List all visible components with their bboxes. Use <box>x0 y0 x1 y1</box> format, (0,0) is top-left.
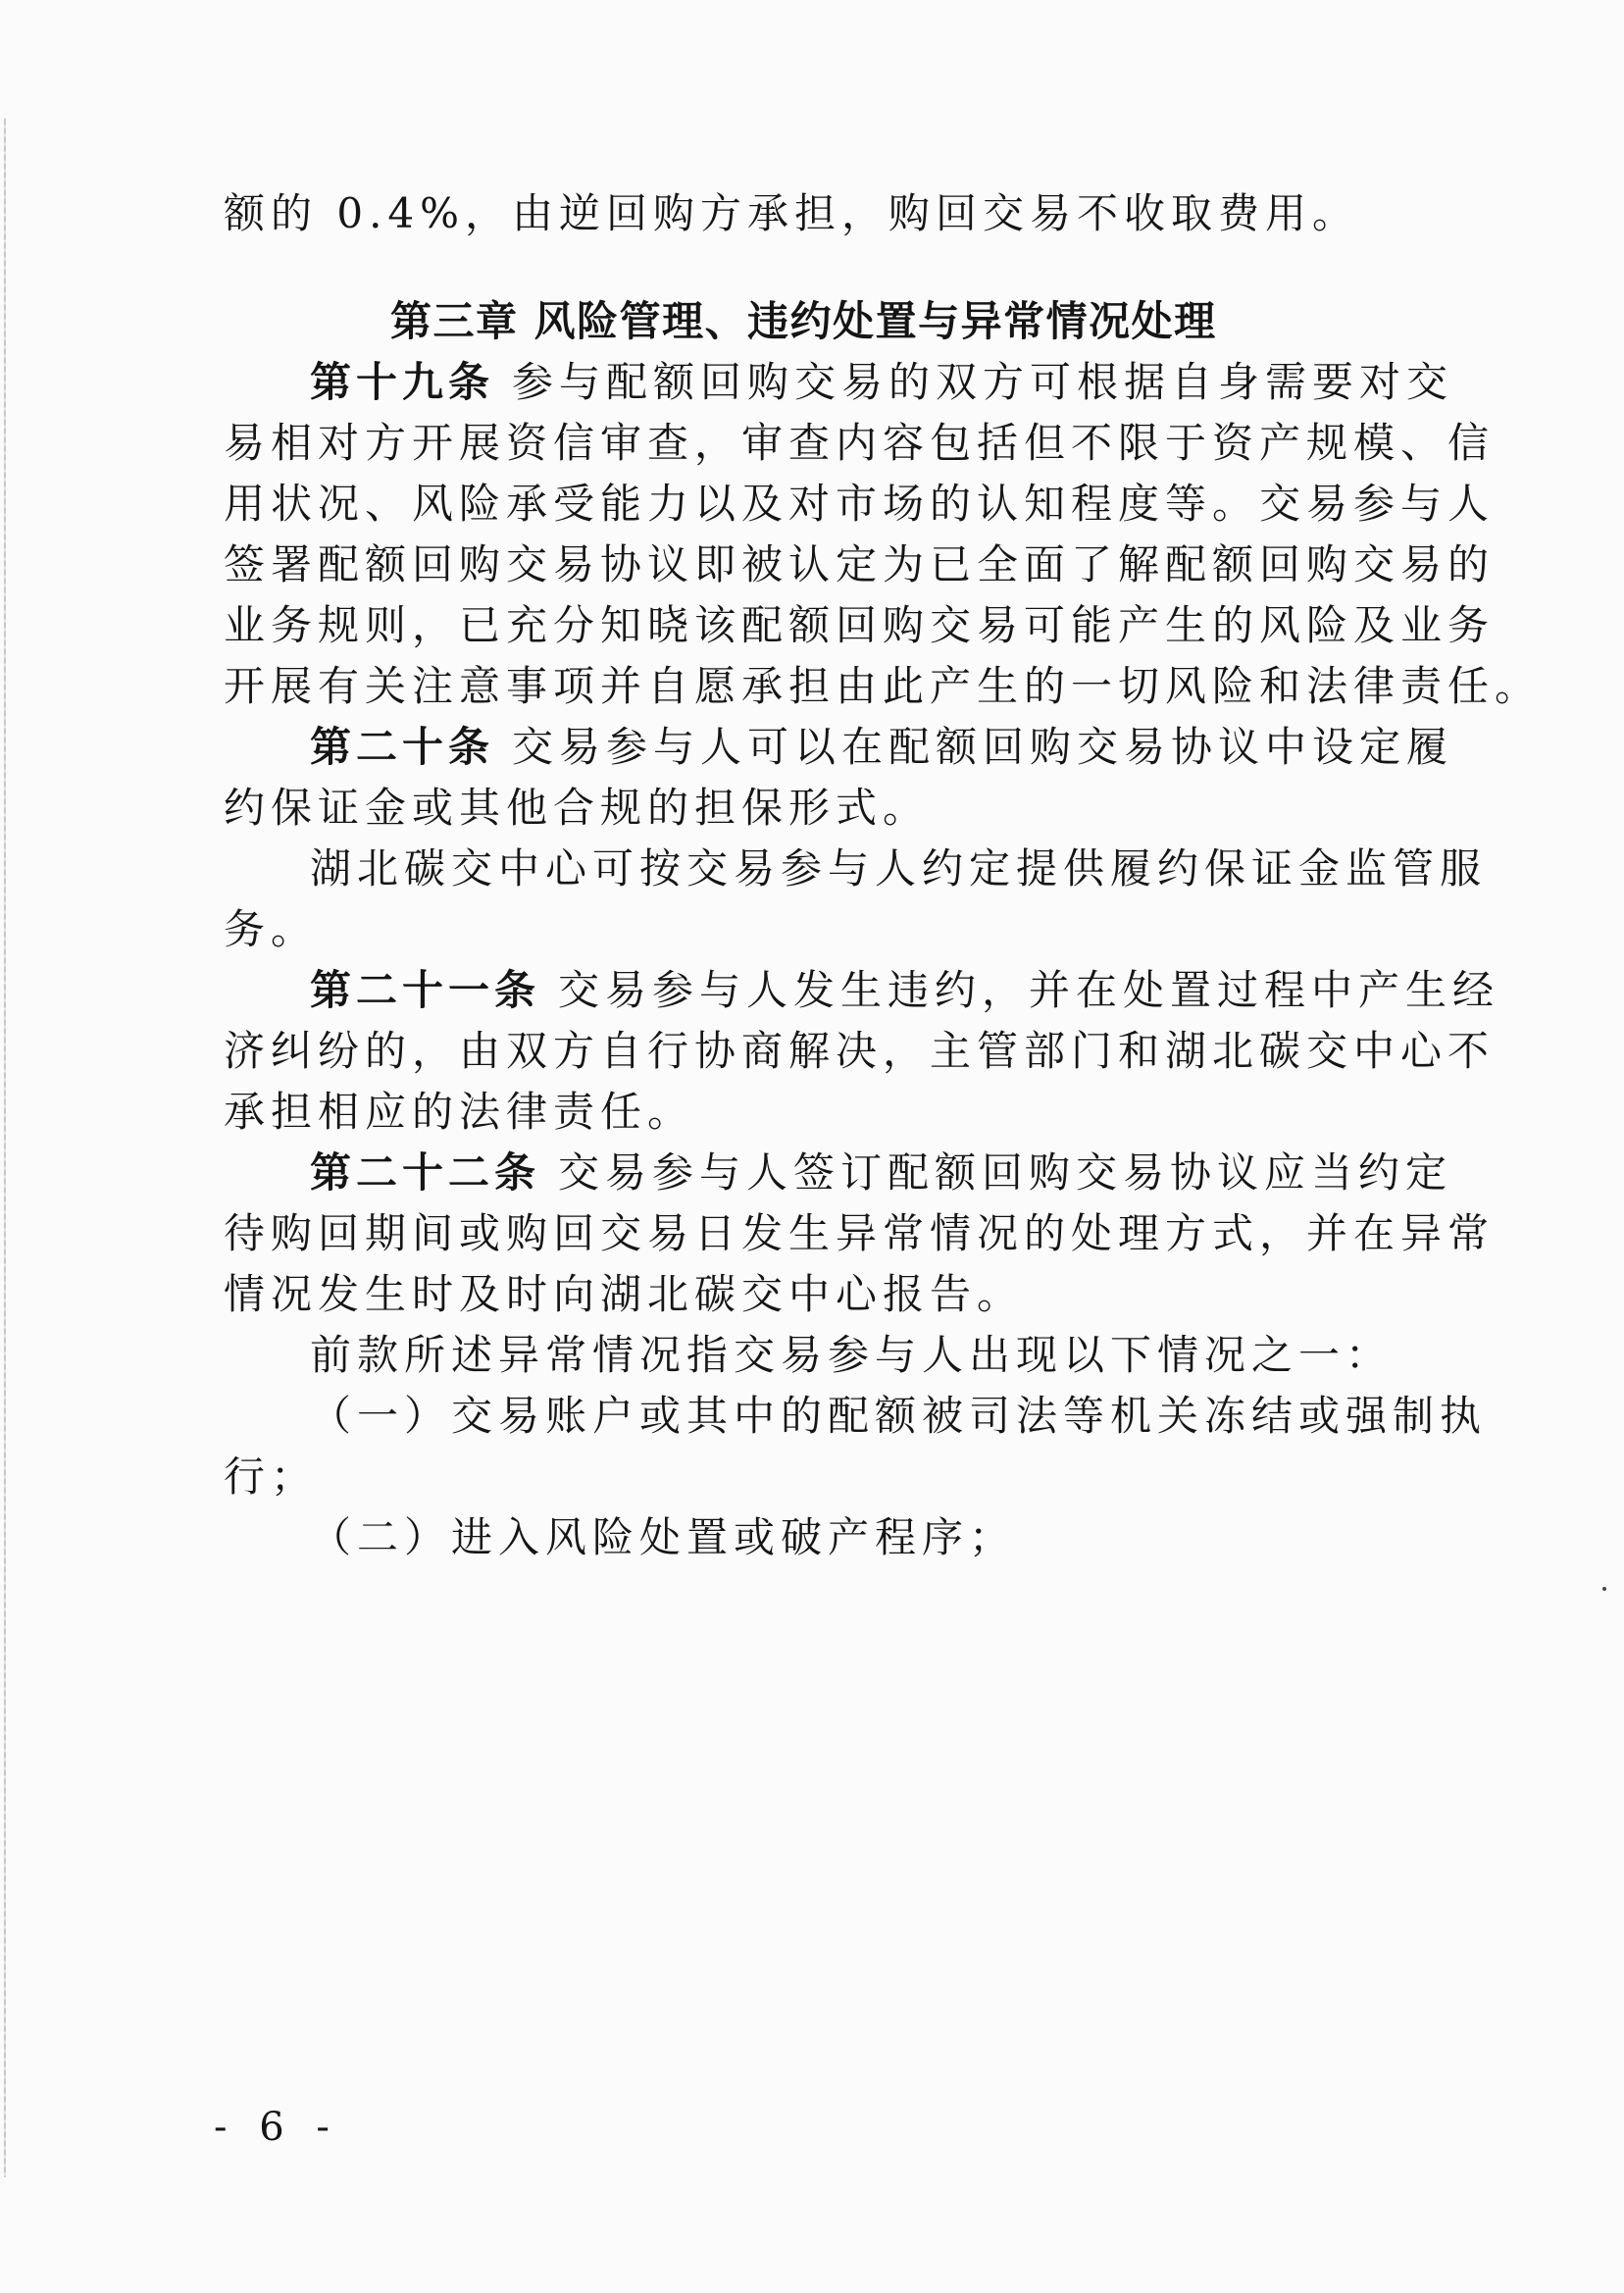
text-line: 行； <box>224 1452 319 1501</box>
text-line: 签署配额回购交易协议即被认定为已全面了解配额回购交易的 <box>224 540 1496 588</box>
text-line: 用状况、风险承受能力以及对市场的认知程度等。交易参与人 <box>224 480 1496 528</box>
article-22-line <box>310 1147 1452 1198</box>
article-21-heading: 第二十一条 <box>310 966 541 1014</box>
list-item: （一）交易账户或其中的配额被司法等机关冻结或强制执 <box>310 1392 1488 1440</box>
article-20-line <box>310 722 1453 773</box>
text-line: 情况发生时及时向湖北碳交中心报告。 <box>224 1270 1025 1318</box>
text-line: 开展有关注意事项并自愿承担由此产生的一切风险和法律责任。 <box>224 662 1543 710</box>
list-item: （二）进入风险处置或破产程序； <box>310 1513 1017 1561</box>
text-line: 额的 0.4%，由逆回购方承担，购回交易不收取费用。 <box>224 189 1360 237</box>
article-20-heading: 第二十条 <box>310 723 495 771</box>
text-line: 业务规则，已充分知晓该配额回购交易可能产生的风险及业务 <box>224 601 1496 649</box>
text-line: 前款所述异常情况指交易参与人出现以下情况之一： <box>310 1331 1394 1379</box>
page-number: - 6 - <box>214 2105 339 2150</box>
text-line: 济纠纷的，由双方自行协商解决，主管部门和湖北碳交中心不 <box>224 1027 1496 1075</box>
article-21-line <box>310 965 1499 1016</box>
article-22-heading: 第二十二条 <box>310 1148 541 1197</box>
scan-speck <box>1602 1587 1606 1591</box>
article-19-line <box>310 357 1453 408</box>
text-line: 交易参与人可以在配额回购交易协议中设定履 <box>512 723 1454 771</box>
text-line: 交易参与人签订配额回购交易协议应当约定 <box>558 1148 1453 1197</box>
text-line: 易相对方开展资信审查，审查内容包括但不限于资产规模、信 <box>224 419 1496 467</box>
chapter-heading: 第三章 风险管理、违约处置与异常情况处理 <box>390 297 1217 345</box>
text-line: 务。 <box>224 905 319 953</box>
article-19-heading: 第十九条 <box>310 358 495 406</box>
scan-edge-dots <box>4 118 6 2177</box>
text-line: 湖北碳交中心可按交易参与人约定提供履约保证金监管服 <box>310 844 1488 892</box>
text-line: 交易参与人发生违约，并在处置过程中产生经 <box>558 966 1500 1014</box>
text-line: 参与配额回购交易的双方可根据自身需要对交 <box>512 358 1454 406</box>
text-line: 承担相应的法律责任。 <box>224 1088 695 1136</box>
text-line: 约保证金或其他合规的担保形式。 <box>224 784 931 832</box>
text-line: 待购回期间或购回交易日发生异常情况的处理方式，并在异常 <box>224 1209 1496 1257</box>
